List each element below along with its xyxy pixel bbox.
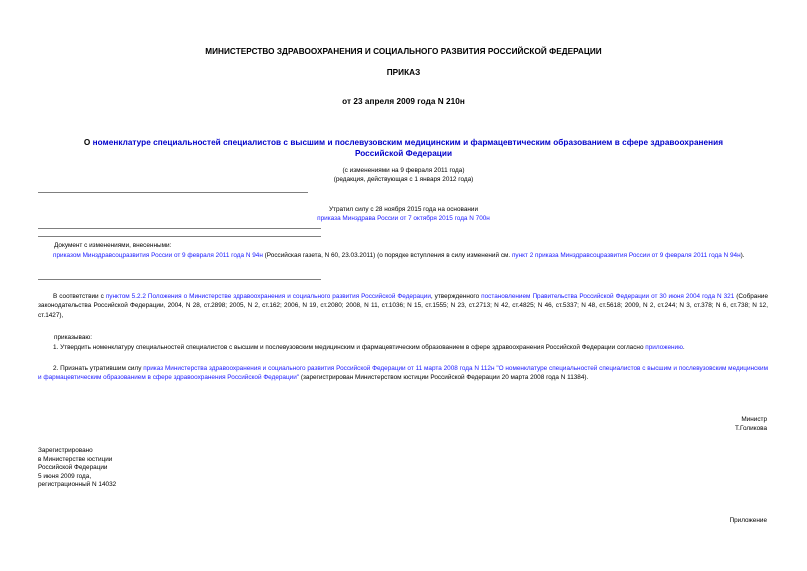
item-1-end: . xyxy=(682,344,685,351)
signature-name: Т.Голикова xyxy=(734,424,767,432)
registration-line-4: 5 июня 2009 года, xyxy=(38,472,92,480)
changes-paragraph xyxy=(38,251,768,260)
item-2-text: 2. Признать утратившим силу xyxy=(53,365,144,372)
registration-line-1: Зарегистрировано xyxy=(38,447,93,454)
title-prefix: О xyxy=(83,138,93,147)
changes-heading: Документ с изменениями, внесенными: xyxy=(54,242,172,249)
expired-notice xyxy=(0,206,807,223)
registration-line-2: в Министерстве юстиции xyxy=(38,455,113,463)
preamble-text-1: В соответствии с xyxy=(53,293,106,300)
title-link[interactable]: номенклатуре специальностей специалистов с высшим и послевузовским медицинским и фармацевтическим образованием в сфере здравоохранения xyxy=(92,138,724,147)
appendix-link[interactable]: приложению xyxy=(645,344,683,351)
registration-line-5: регистрационный N 14032 xyxy=(38,481,117,489)
preamble-link-2[interactable]: постановлением Правительства Российской Федерации от 30 июня 2004 года N 321 xyxy=(481,293,735,300)
divider xyxy=(38,236,321,237)
signature-block xyxy=(735,416,767,433)
item-2-end: (зарегистрирован Министерством юстиции Российской Федерации 20 марта 2008 года N 11384). xyxy=(299,374,589,382)
changes-link-1[interactable]: приказом Минздравсоцразвития России от 9 февраля 2011 года N 94н xyxy=(53,252,263,259)
repealed-order-link[interactable]: приказ Министерства здравоохранения и социального развития Российской Федерации от 11 марта 2008 года N 112н "О номенклатуре специальностей специалистов с высшим и послевузовским медицинским и фармацевтическим образованием в сфере здравоохранения Российской Федерации" xyxy=(38,365,768,382)
preamble-text-3: (Собрание законодательства Российской Федерации, 2004, N 28, ст.2898; 2005, N 2, ст.162; 2006, N 19, ст.2080; 2008, N 11, ст.1036; N 15, ст.1555; N 23, ст.2713; N 42, ст.4825; N 46, ст.5337; N 48, ст.5618; 2009, N 2, ст.244; N 3, ст.378; N 6, ст.738; N 12, ст.1427), xyxy=(38,293,769,319)
appendix-label: Приложение xyxy=(729,517,767,524)
preamble-link-1[interactable]: пунктом 5.2.2 Положения о Министерстве здравоохранения и социального развития Российской Федерации xyxy=(105,293,431,300)
divider xyxy=(38,192,308,193)
changes-text-2: ). xyxy=(740,252,745,259)
expired-line: Утратил силу с 28 ноября 2015 года на основании xyxy=(328,206,479,213)
divider xyxy=(38,279,321,280)
ministry-heading: МИНИСТЕРСТВО ЗДРАВООХРАНЕНИЯ И СОЦИАЛЬНОГО РАЗВИТИЯ РОССИЙСКОЙ ФЕДЕРАЦИИ xyxy=(205,47,602,56)
date-number-heading: от 23 апреля 2009 года N 210н xyxy=(342,97,465,106)
item-1-paragraph xyxy=(38,343,768,352)
changes-link-2[interactable]: пункт 2 приказа Минздравсоцразвития России от 9 февраля 2011 года N 94н xyxy=(511,252,741,259)
expired-link[interactable]: приказа Минздрава России от 7 октября 2015 года N 700н xyxy=(317,214,490,222)
item-1-text: 1. Утвердить номенклатуру специальностей специалистов с высшим и послевузовским медицинским и фармацевтическим образованием в сфере здравоохранения Российской Федерации согласно xyxy=(53,344,646,351)
registration-block xyxy=(38,447,116,490)
registration-line-3: Российской Федерации xyxy=(38,464,108,472)
preamble-paragraph xyxy=(38,292,768,320)
signature-role: Министр xyxy=(741,416,767,423)
revision-line-1: (с изменениями на 9 февраля 2011 года) xyxy=(342,167,465,174)
revision-info xyxy=(0,167,807,184)
divider xyxy=(38,228,321,229)
document-title xyxy=(0,137,807,159)
title-link-line2[interactable]: Российской Федерации xyxy=(354,149,453,158)
item-2-paragraph xyxy=(38,364,768,383)
order-word: приказываю: xyxy=(54,334,92,341)
preamble-text-2: , утвержденного xyxy=(430,293,482,300)
doc-type-heading: ПРИКАЗ xyxy=(386,68,421,77)
changes-text-1: (Российская газета, N 60, 23.03.2011) (о порядке вступления в силу изменений см. xyxy=(262,252,512,259)
revision-line-2: (редакция, действующая с 1 января 2012 года) xyxy=(333,175,474,183)
